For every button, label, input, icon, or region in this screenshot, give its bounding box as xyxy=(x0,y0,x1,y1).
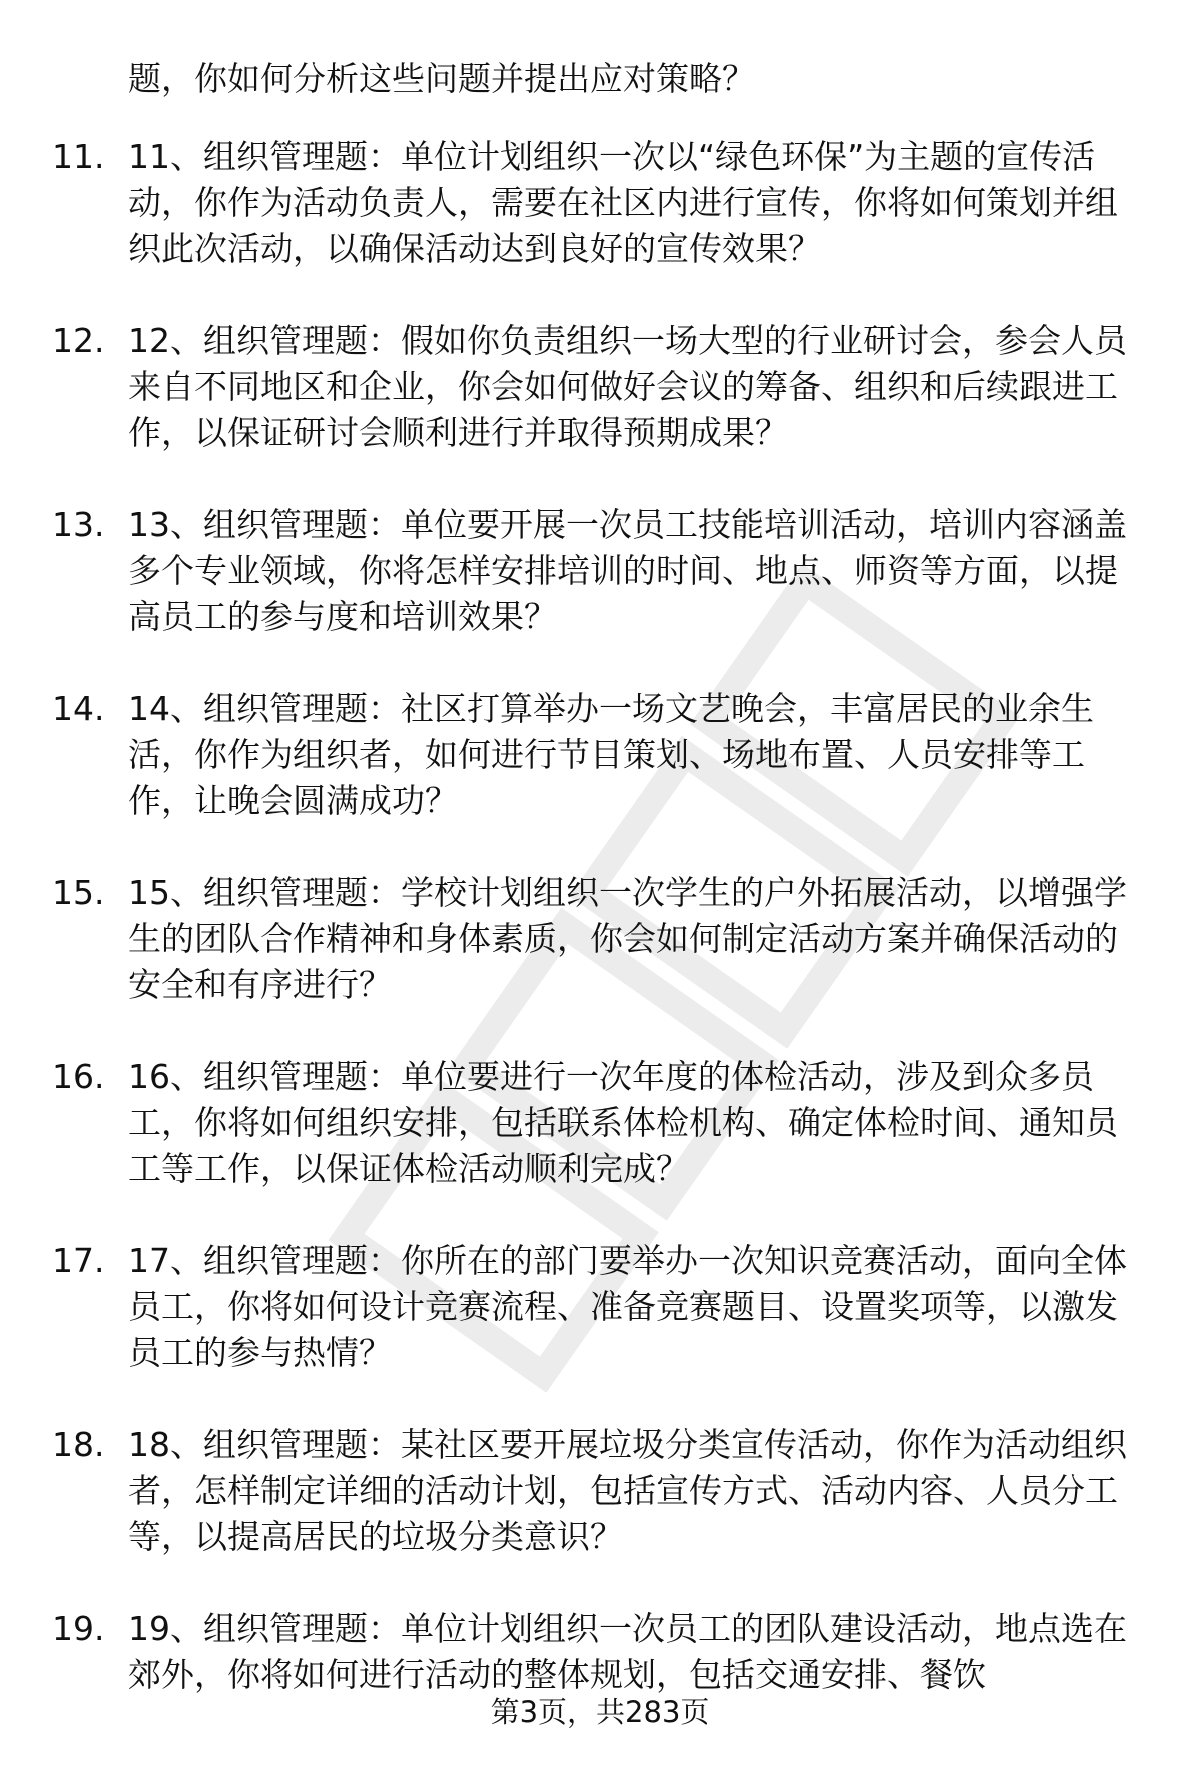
question-number: 16. xyxy=(52,1057,105,1096)
question-item xyxy=(0,134,1200,318)
page-footer: 第3页，共283页 xyxy=(490,1695,710,1729)
question-number: 12. xyxy=(52,321,105,360)
question-item xyxy=(0,502,1200,686)
question-list xyxy=(0,134,1200,1790)
question-text: 18、组织管理题：某社区要开展垃圾分类宣传活动，你作为活动组织者，怎样制定详细的活动计划，包括宣传方式、活动内容、人员分工等，以提高居民的垃圾分类意识？ xyxy=(128,1425,1127,1556)
question-text: 16、组织管理题：单位要进行一次年度的体检活动，涉及到众多员工，你将如何组织安排，包括联系体检机构、确定体检时间、通知员工等工作，以保证体检活动顺利完成？ xyxy=(128,1057,1118,1188)
question-number: 15. xyxy=(52,873,105,912)
question-item xyxy=(0,1054,1200,1238)
question-text: 12、组织管理题：假如你负责组织一场大型的行业研讨会，参会人员来自不同地区和企业，你会如何做好会议的筹备、组织和后续跟进工作，以保证研讨会顺利进行并取得预期成果？ xyxy=(128,321,1127,452)
question-number: 13. xyxy=(52,505,105,544)
question-text: 19、组织管理题：单位计划组织一次员工的团队建设活动，地点选在郊外，你将如何进行活动的整体规划，包括交通安排、餐饮 xyxy=(128,1609,1127,1694)
question-item xyxy=(0,686,1200,870)
question-text: 17、组织管理题：你所在的部门要举办一次知识竞赛活动，面向全体员工，你将如何设计竞赛流程、准备竞赛题目、设置奖项等，以激发员工的参与热情？ xyxy=(128,1241,1127,1372)
question-number: 17. xyxy=(52,1241,105,1280)
question-text: 11、组织管理题：单位计划组织一次以“绿色环保”为主题的宣传活动，你作为活动负责人，需要在社区内进行宣传，你将如何策划并组织此次活动，以确保活动达到良好的宣传效果？ xyxy=(128,137,1118,268)
question-item xyxy=(0,318,1200,502)
question-item xyxy=(0,1422,1200,1606)
continued-question-text: 题，你如何分析这些问题并提出应对策略？ xyxy=(128,59,755,98)
question-number: 11. xyxy=(52,137,105,176)
question-text: 14、组织管理题：社区打算举办一场文艺晚会，丰富居民的业余生活，你作为组织者，如何进行节目策划、场地布置、人员安排等工作，让晚会圆满成功？ xyxy=(128,689,1094,820)
question-number: 18. xyxy=(52,1425,105,1464)
question-number: 14. xyxy=(52,689,105,728)
question-text: 15、组织管理题：学校计划组织一次学生的户外拓展活动，以增强学生的团队合作精神和身体素质，你会如何制定活动方案并确保活动的安全和有序进行？ xyxy=(128,873,1127,1004)
question-number: 19. xyxy=(52,1609,105,1648)
question-item xyxy=(0,870,1200,1054)
question-item xyxy=(0,1238,1200,1422)
question-text: 13、组织管理题：单位要开展一次员工技能培训活动，培训内容涵盖多个专业领域，你将怎样安排培训的时间、地点、师资等方面，以提高员工的参与度和培训效果？ xyxy=(128,505,1127,636)
